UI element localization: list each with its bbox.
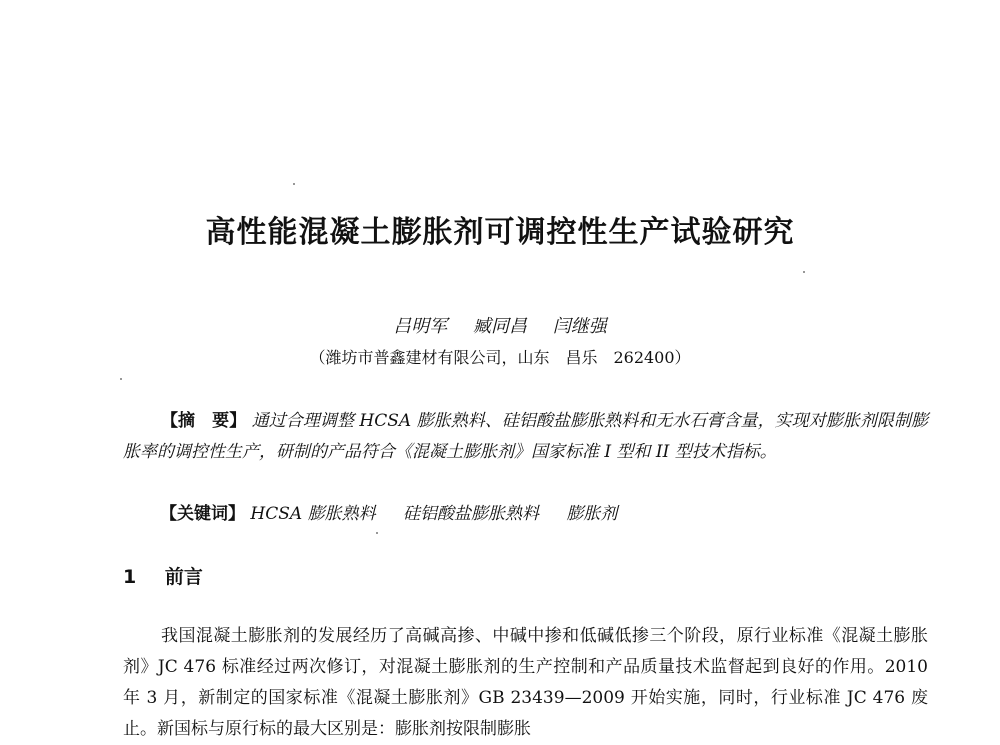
keyword-item: 膨胀剂 (566, 504, 618, 524)
keyword-item: 硅铝酸盐膨胀熟料 (402, 504, 539, 524)
scan-speck (293, 183, 295, 185)
author-list (0, 312, 1000, 338)
abstract-label: 【摘 要】 (161, 411, 247, 431)
body-paragraph: 我国混凝土膨胀剂的发展经历了高碱高掺、中碱中掺和低碱低掺三个阶段，原行业标准《混凝土膨胀剂》JC 476 标准经过两次修订，对混凝土膨胀剂的生产控制和产品质量技术监督起到良好的作用。2010 年 3 月，新制定的国家标准《混凝土膨胀剂》GB 23439—2009 开始实施，同时，行业标准 JC 476 废止。新国标与原行标的最大区别是：膨胀剂按限制膨胀 (123, 626, 928, 739)
section-heading (123, 562, 203, 589)
keywords (160, 499, 920, 530)
paper-title: 高性能混凝土膨胀剂可调控性生产试验研究 (205, 215, 795, 250)
author-name: 吕明军 (393, 316, 448, 337)
keyword-item: HCSA 膨胀熟料 (250, 504, 376, 524)
scan-speck (803, 271, 805, 273)
section-number: 1 (123, 566, 137, 588)
section-title: 前言 (164, 566, 203, 588)
scan-speck (376, 532, 378, 534)
abstract (123, 406, 928, 468)
abstract-text: 通过合理调整 HCSA 膨胀熟料、硅铝酸盐膨胀熟料和无水石膏含量，实现对膨胀剂限制膨胀率的调控性生产，研制的产品符合《混凝土膨胀剂》国家标准 I 型和 II 型技术指标。 (123, 411, 929, 462)
scan-speck (120, 378, 122, 380)
keywords-label: 【关键词】 (160, 504, 245, 524)
author-name: 臧同昌 (473, 316, 527, 337)
author-name: 闫继强 (552, 316, 607, 337)
affiliation: （潍坊市普鑫建材有限公司，山东 昌乐 262400） (309, 348, 691, 367)
